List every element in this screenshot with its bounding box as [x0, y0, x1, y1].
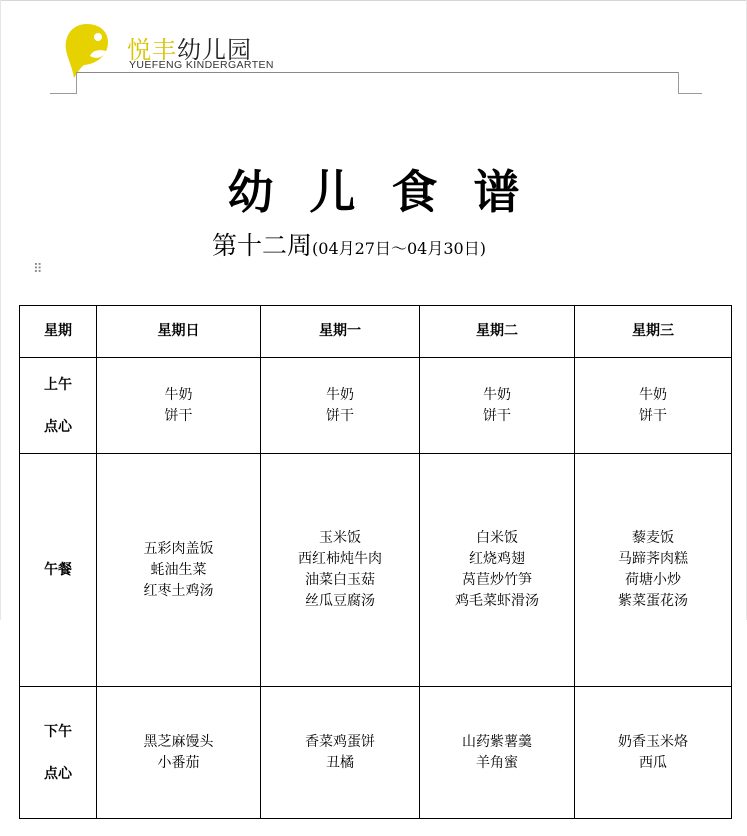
table-row-lunch — [20, 454, 732, 687]
table-move-handle-icon[interactable]: ⠿ — [33, 262, 42, 277]
row-label-line: 午餐 — [44, 562, 72, 578]
row-label-line: 点心 — [44, 418, 72, 435]
row-label — [20, 358, 97, 454]
menu-item: 西瓜 — [639, 754, 667, 771]
page-edge-top — [0, 0, 747, 1]
margin-corner-right — [678, 72, 679, 94]
menu-item: 紫菜蛋花汤 — [618, 593, 688, 609]
menu-item: 丝瓜豆腐汤 — [305, 593, 375, 609]
menu-item: 饼干 — [326, 407, 354, 424]
menu-item: 饼干 — [639, 407, 667, 424]
row-label-line: 点心 — [44, 765, 72, 782]
day-header: 星期日 — [97, 306, 261, 358]
table-row-afternoon-snack — [20, 687, 732, 819]
menu-item: 莴苣炒竹笋 — [462, 572, 532, 588]
table-row-morning-snack — [20, 358, 732, 454]
menu-item: 马蹄荠肉糕 — [618, 551, 688, 567]
menu-table — [19, 305, 732, 819]
menu-cell — [261, 687, 420, 819]
menu-item: 荷塘小炒 — [625, 572, 681, 588]
menu-item: 西红柿炖牛肉 — [298, 551, 382, 567]
menu-cell — [575, 454, 732, 687]
logo-name-rest: 幼儿园 — [177, 36, 252, 64]
menu-item: 红烧鸡翅 — [469, 551, 525, 567]
menu-cell — [575, 358, 732, 454]
menu-item: 玉米饭 — [319, 530, 361, 546]
menu-cell — [420, 687, 575, 819]
menu-item: 山药紫薯羹 — [462, 733, 532, 750]
menu-cell — [97, 454, 261, 687]
menu-item: 红枣土鸡汤 — [143, 582, 214, 599]
menu-item: 五彩肉盖饭 — [143, 540, 214, 557]
menu-item: 鸡毛菜虾滑汤 — [455, 593, 539, 609]
header-rule — [76, 72, 678, 73]
menu-cell — [575, 687, 732, 819]
margin-corner-right-h — [678, 93, 702, 94]
menu-item: 黑芝麻馒头 — [143, 733, 214, 750]
page-edge-left — [0, 0, 1, 620]
page-subtitle — [212, 226, 486, 262]
menu-item: 羊角蜜 — [476, 754, 518, 771]
day-header: 星期一 — [261, 306, 420, 358]
row-label-line: 上午 — [44, 376, 72, 393]
menu-item: 牛奶 — [326, 386, 354, 403]
menu-cell — [261, 358, 420, 454]
menu-item: 丑橘 — [326, 754, 354, 771]
table-header-row — [20, 306, 732, 358]
margin-corner-left — [76, 72, 77, 94]
logo-english-name: YUEFENG KINDERGARTEN — [129, 59, 274, 71]
logo-name-accent: 悦丰 — [127, 36, 177, 64]
menu-cell — [420, 358, 575, 454]
menu-cell — [97, 687, 261, 819]
menu-cell — [261, 454, 420, 687]
date-range: (04月27日～04月30日) — [312, 239, 486, 258]
menu-item: 奶香玉米烙 — [618, 733, 688, 750]
menu-item: 香菜鸡蛋饼 — [305, 733, 375, 750]
week-label: 第十二周 — [212, 231, 313, 260]
menu-item: 藜麦饭 — [632, 530, 674, 546]
menu-item: 饼干 — [164, 407, 193, 424]
menu-item: 小番茄 — [157, 754, 200, 771]
day-header: 星期二 — [420, 306, 575, 358]
page-title: 幼儿食谱 — [227, 165, 556, 219]
menu-item: 牛奶 — [639, 386, 667, 403]
menu-cell — [97, 358, 261, 454]
margin-corner-left-h — [50, 93, 76, 94]
menu-item: 蚝油生菜 — [150, 561, 207, 578]
menu-item: 牛奶 — [483, 386, 511, 403]
corner-header: 星期 — [20, 306, 97, 358]
row-label — [20, 454, 97, 687]
menu-item: 饼干 — [483, 407, 511, 424]
menu-item: 牛奶 — [164, 386, 193, 403]
day-header: 星期三 — [575, 306, 732, 358]
row-label-line: 下午 — [44, 723, 72, 740]
menu-item: 油菜白玉菇 — [305, 572, 375, 588]
menu-cell — [420, 454, 575, 687]
row-label — [20, 687, 97, 819]
menu-item: 白米饭 — [476, 530, 518, 546]
